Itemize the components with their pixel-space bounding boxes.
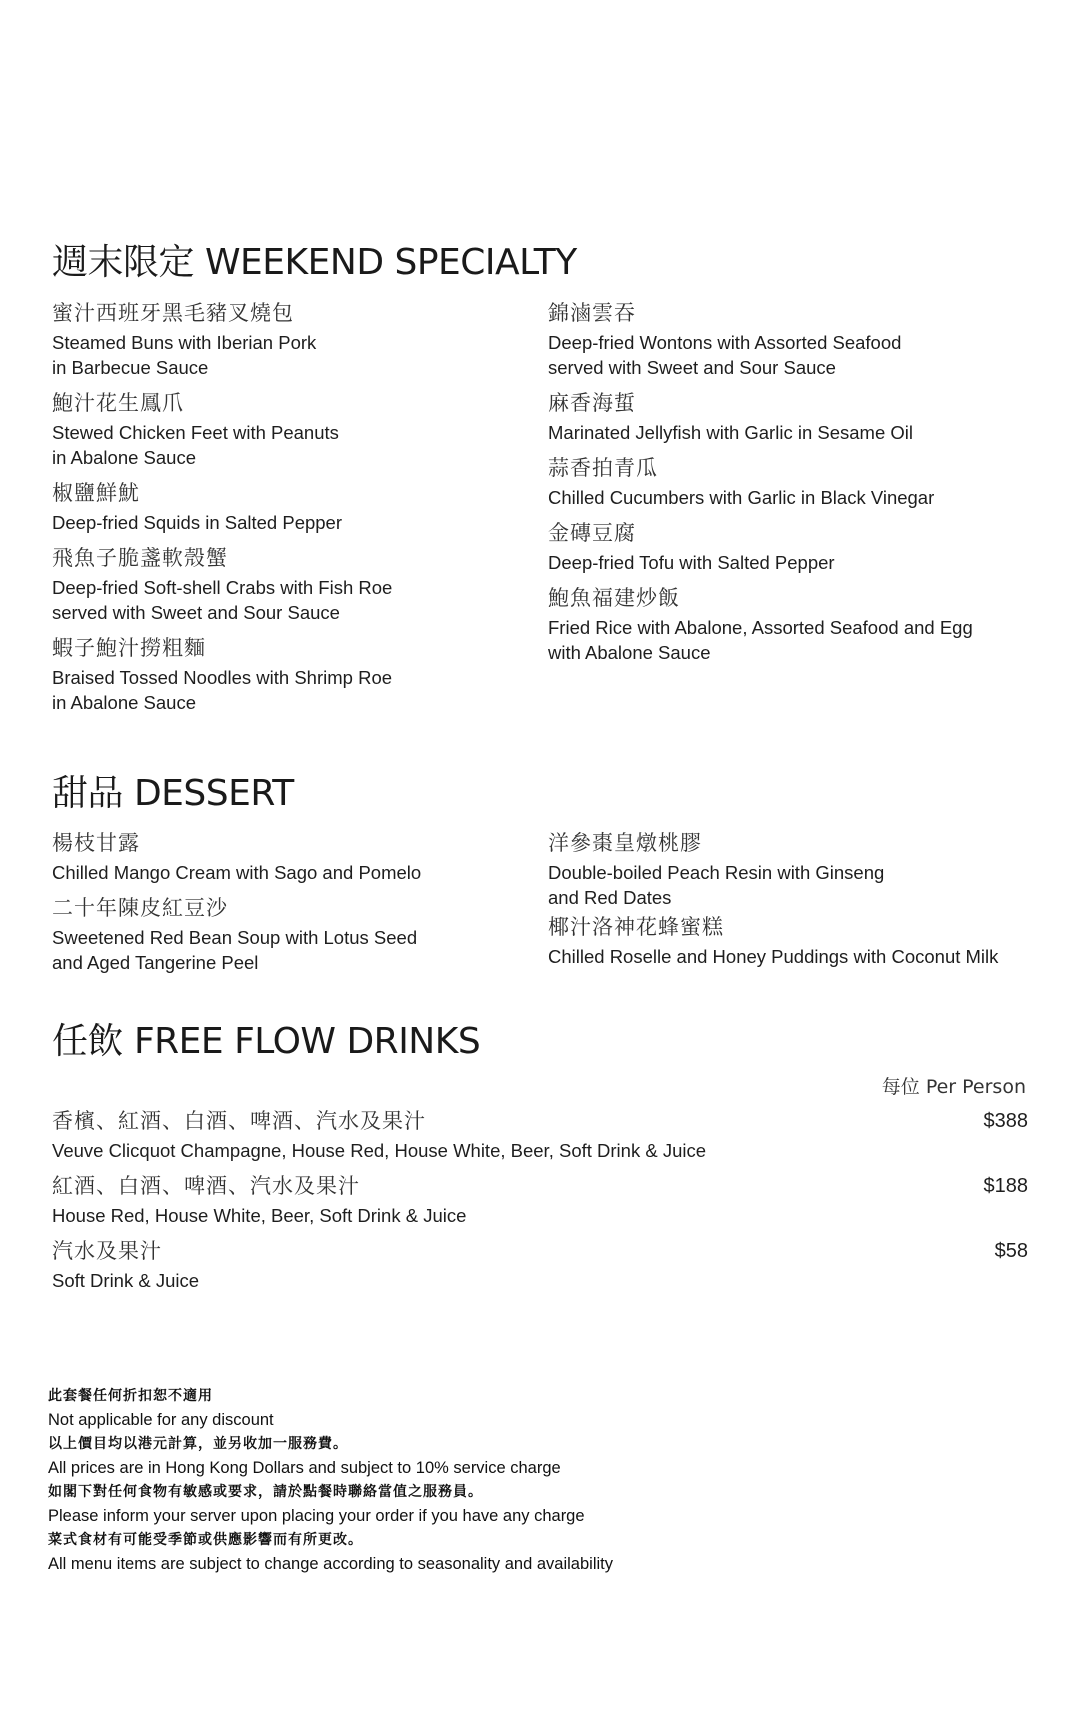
- per-person-label: 每位 Per Person: [881, 1076, 1026, 1098]
- drink-package-en: Soft Drink & Juice: [52, 1270, 200, 1291]
- menu-item: [52, 298, 532, 380]
- note-en: All menu items are subject to change according to seasonality and availability: [48, 1555, 613, 1573]
- menu-item: [52, 388, 532, 470]
- note-zh: 如閣下對任何食物有敏感或要求，請於點餐時聯絡當值之服務員。: [48, 1484, 483, 1500]
- note-en: Please inform your server upon placing your order if you have any charge: [48, 1507, 585, 1525]
- drink-package-price: $188: [983, 1175, 1028, 1197]
- weekend-section-title: 週末限定 WEEKEND SPECIALTY: [52, 242, 577, 283]
- menu-item-en-line: Deep-fried Wontons with Assorted Seafood: [548, 332, 902, 353]
- menu-item-zh: 蜜汁西班牙黑毛豬叉燒包: [52, 301, 294, 325]
- menu-item-zh: 二十年陳皮紅豆沙: [52, 896, 228, 920]
- menu-item-zh: 楊枝甘露: [52, 831, 140, 855]
- menu-item-en: [548, 860, 1028, 910]
- menu-item-en-line: Double-boiled Peach Resin with Ginseng: [548, 862, 885, 883]
- menu-item-zh: 椒鹽鮮魷: [52, 481, 140, 505]
- menu-item-zh: 金磚豆腐: [548, 521, 636, 545]
- note-en: Not applicable for any discount: [48, 1411, 274, 1429]
- weekend-left-column: [52, 298, 532, 723]
- menu-item-zh: 鮑魚福建炒飯: [548, 586, 680, 610]
- menu-item-en: [548, 944, 1028, 969]
- menu-item-en-line: in Abalone Sauce: [52, 447, 197, 468]
- menu-item-en-line: in Abalone Sauce: [52, 692, 197, 713]
- menu-item-zh: 鮑汁花生鳳爪: [52, 391, 184, 415]
- menu-item-en: [52, 665, 532, 715]
- menu-item-en-line: and Red Dates: [548, 887, 672, 908]
- menu-item-en-line: Deep-fried Squids in Salted Pepper: [52, 512, 343, 533]
- menu-item-zh: 蝦子鮑汁撈粗麵: [52, 636, 206, 660]
- menu-item-zh: 錦滷雲吞: [548, 301, 636, 325]
- menu-item-en: [52, 860, 532, 885]
- menu-item-en-line: Stewed Chicken Feet with Peanuts: [52, 422, 339, 443]
- menu-item: [52, 828, 532, 885]
- weekend-right-column: [548, 298, 1028, 673]
- drink-package-en: House Red, House White, Beer, Soft Drink & Juice: [52, 1205, 467, 1226]
- dessert-right-column: [548, 828, 1028, 981]
- menu-item-en-line: and Aged Tangerine Peel: [52, 952, 259, 973]
- drink-package: [52, 1236, 1028, 1293]
- menu-item-en-line: Deep-fried Soft-shell Crabs with Fish Roe: [52, 577, 393, 598]
- menu-item-en: [52, 330, 532, 380]
- menu-item-en: [548, 485, 1028, 510]
- note-zh: 此套餐任何折扣恕不適用: [48, 1388, 213, 1404]
- menu-item-zh: 椰汁洛神花蜂蜜糕: [548, 915, 724, 939]
- drink-package: [52, 1171, 1028, 1228]
- menu-item: [548, 453, 1028, 510]
- drink-package-zh: 香檳、紅酒、白酒、啤酒、汽水及果汁: [52, 1109, 426, 1133]
- dessert-section-title: 甜品 DESSERT: [52, 773, 294, 814]
- menu-item-en-line: Chilled Roselle and Honey Puddings with Coconut Milk: [548, 946, 999, 967]
- drink-package-price: $58: [994, 1240, 1028, 1262]
- note-zh: 以上價目均以港元計算，並另收加一服務費。: [48, 1436, 348, 1452]
- menu-item-en-line: Chilled Cucumbers with Garlic in Black Vinegar: [548, 487, 935, 508]
- menu-item: [548, 518, 1028, 575]
- menu-item-en-line: Deep-fried Tofu with Salted Pepper: [548, 552, 835, 573]
- note-en: All prices are in Hong Kong Dollars and subject to 10% service charge: [48, 1459, 561, 1477]
- menu-item-en-line: Marinated Jellyfish with Garlic in Sesame Oil: [548, 422, 913, 443]
- menu-item-zh: 麻香海蜇: [548, 391, 636, 415]
- menu-item: [548, 388, 1028, 445]
- menu-item-en: [52, 925, 532, 975]
- menu-item: [52, 633, 532, 715]
- menu-item-en-line: with Abalone Sauce: [548, 642, 711, 663]
- menu-item-en-line: Chilled Mango Cream with Sago and Pomelo: [52, 862, 422, 883]
- menu-item-en-line: Steamed Buns with Iberian Pork: [52, 332, 317, 353]
- note-zh: 菜式食材有可能受季節或供應影響而有所更改。: [48, 1532, 363, 1548]
- menu-item-en: [548, 550, 1028, 575]
- drink-package-en: Veuve Clicquot Champagne, House Red, House White, Beer, Soft Drink & Juice: [52, 1140, 707, 1161]
- menu-item: [548, 828, 1028, 910]
- menu-item: [548, 298, 1028, 380]
- menu-item-en: [52, 510, 532, 535]
- menu-item-en-line: Sweetened Red Bean Soup with Lotus Seed: [52, 927, 418, 948]
- menu-item: [548, 912, 1028, 969]
- drink-package-zh: 汽水及果汁: [52, 1239, 162, 1263]
- menu-item-en-line: served with Sweet and Sour Sauce: [52, 602, 340, 623]
- drinks-section-title: 任飲 FREE FLOW DRINKS: [52, 1021, 481, 1062]
- menu-item: [548, 583, 1028, 665]
- drink-package-price: $388: [983, 1110, 1028, 1132]
- menu-item-en: [548, 330, 1028, 380]
- menu-item-en-line: in Barbecue Sauce: [52, 357, 209, 378]
- menu-item-en: [52, 420, 532, 470]
- menu-item-en: [548, 420, 1028, 445]
- menu-item-en: [548, 615, 1028, 665]
- menu-item-en-line: Fried Rice with Abalone, Assorted Seafood and Egg: [548, 617, 973, 638]
- menu-item-zh: 飛魚子脆盞軟殼蟹: [52, 546, 228, 570]
- menu-item-zh: 洋參棗皇燉桃膠: [548, 831, 702, 855]
- menu-item: [52, 543, 532, 625]
- menu-item-en: [52, 575, 532, 625]
- menu-item-zh: 蒜香拍青瓜: [548, 456, 658, 480]
- menu-item: [52, 893, 532, 975]
- menu-item-en-line: Braised Tossed Noodles with Shrimp Roe: [52, 667, 393, 688]
- menu-item-en-line: served with Sweet and Sour Sauce: [548, 357, 836, 378]
- footer-notes: [48, 1384, 848, 1576]
- dessert-left-column: [52, 828, 532, 983]
- menu-item: [52, 478, 532, 535]
- drink-package-zh: 紅酒、白酒、啤酒、汽水及果汁: [52, 1174, 360, 1198]
- drink-package: [52, 1106, 1028, 1163]
